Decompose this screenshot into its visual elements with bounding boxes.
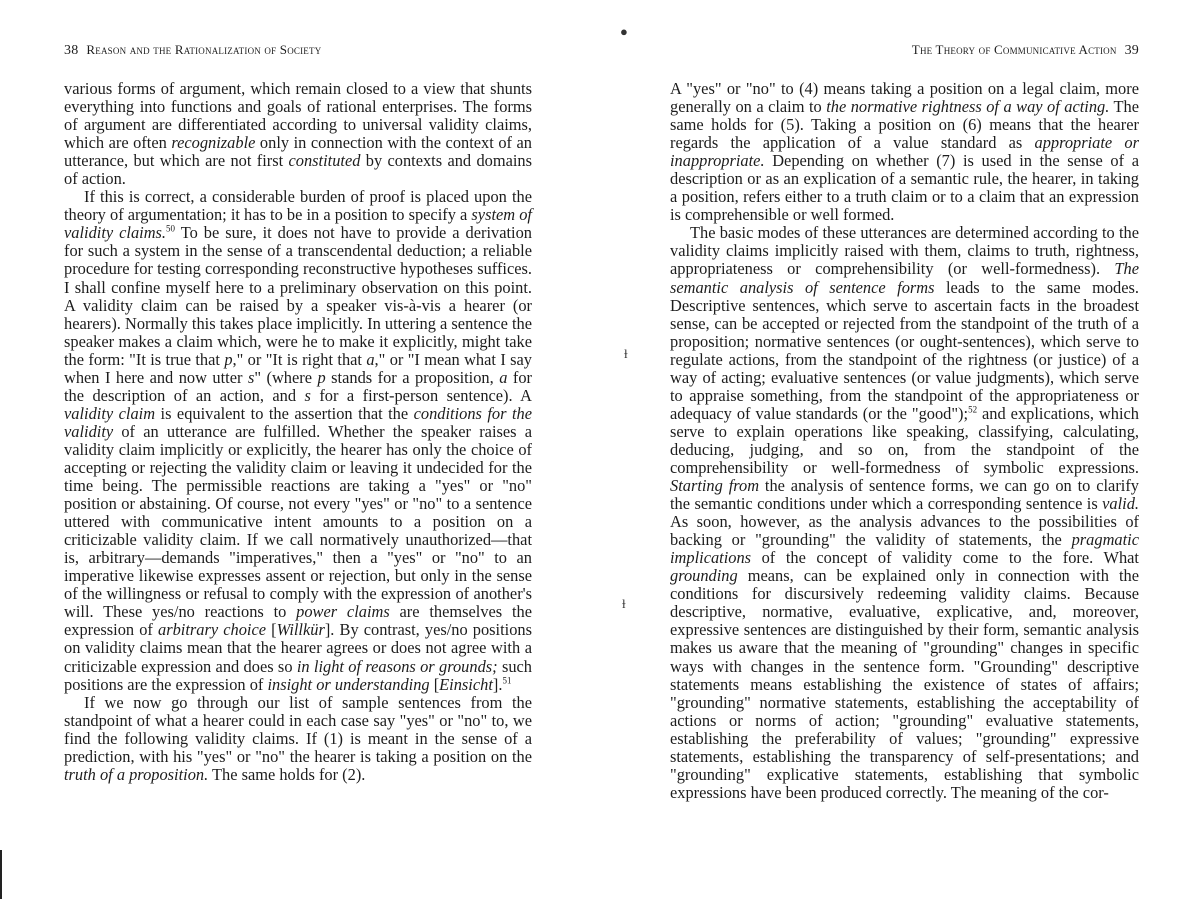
- text-run: are themselves the expression of: [64, 602, 532, 640]
- italic-run: Willkür: [276, 620, 325, 640]
- gutter-mark-lower: ɫ: [622, 596, 626, 611]
- text-run: [: [266, 620, 277, 640]
- italic-run: valid.: [1102, 494, 1139, 514]
- text-run: The same holds for (2).: [208, 764, 366, 784]
- right-page-body: [670, 80, 1139, 802]
- paragraph: [670, 224, 1139, 802]
- left-running-head: Reason and the Rationalization of Society: [86, 42, 322, 57]
- text-run: for the description of an action, and: [64, 367, 532, 405]
- right-running-header: [670, 42, 1139, 59]
- left-page-number: 38: [64, 43, 79, 58]
- italic-run: recognizable: [171, 133, 256, 153]
- italic-run: arbitrary choice: [158, 620, 266, 640]
- paragraph: [670, 80, 1139, 224]
- text-run: ]. By contrast, yes/no positions on validity claims mean that the hearer agrees or does not agree with a criticizable expression and does so: [64, 620, 532, 676]
- italic-run: pragmatic implications: [670, 530, 1139, 568]
- text-run: The basic modes of these utterances are determined according to the validity claims implicitly raised with them, claims to truth, rightness, appropriateness or comprehensibility (or well-formedness).: [670, 223, 1139, 279]
- text-run: " (where: [254, 367, 318, 387]
- text-run: the analysis of sentence forms, we can go on to clarify the semantic conditions under which a corresponding sentence is: [670, 476, 1139, 514]
- text-run: As soon, however, as the analysis advances to the possibilities of backing or "grounding" the validity of statements, the: [670, 512, 1139, 550]
- italic-run: insight or understanding: [267, 674, 430, 694]
- left-page: [64, 0, 532, 899]
- text-run: only in connection with the context of an utterance, but which are not first: [64, 133, 532, 171]
- italic-run: constituted: [288, 151, 361, 171]
- footnote-ref: 51: [502, 675, 512, 686]
- italic-run: validity claim: [64, 403, 156, 423]
- italic-run: p: [224, 349, 233, 369]
- italic-run: a: [499, 367, 508, 387]
- gutter-mark-middle: ɫ: [624, 346, 628, 361]
- text-run: If we now go through our list of sample sentences from the standpoint of what a hearer could in each case say "yes" or "no" to, we find the following validity claims. If (1) is meant in the sense of a prediction, with his "yes" or "no" the hearer is taking a position on the: [64, 692, 532, 766]
- paragraph: [64, 80, 532, 188]
- right-running-head: The Theory of Communicative Action: [911, 42, 1117, 57]
- text-run: If this is correct, a considerable burden of proof is placed upon the theory of argumentation; it has to be in a position to specify a: [64, 187, 532, 225]
- text-run: leads to the same modes. Descriptive sentences, which serve to ascertain facts in the broadest sense, can be accepted or rejected from the standpoint of the truth of a proposition; normative sentences (or ought-sentences), which serve to regulate actions, from the standpoint of the rightness (or justice) of a way of acting; evaluative sentences (or value judgments), which serve to appraise something, from the standpoint of the appropriateness or adequacy of value standards (or the "good");: [670, 277, 1139, 423]
- right-page-number: 39: [1124, 43, 1139, 58]
- italic-run: the normative rightness of a way of acting.: [826, 97, 1110, 117]
- italic-run: s: [304, 385, 311, 405]
- italic-run: power claims: [296, 602, 390, 622]
- italic-run: in light of reasons or grounds;: [296, 656, 498, 676]
- footnote-ref: 52: [968, 404, 978, 415]
- text-run: stands for a proposition,: [325, 367, 500, 387]
- italic-run: appropriate or inappropriate.: [670, 133, 1140, 171]
- paragraph: [64, 694, 532, 784]
- italic-run: a: [366, 349, 375, 369]
- italic-run: system of validity claims.: [64, 205, 532, 243]
- italic-run: s: [247, 367, 255, 387]
- text-run: by contexts and domains of action.: [64, 151, 532, 189]
- italic-run: p: [317, 367, 326, 387]
- text-run: ].: [492, 674, 503, 694]
- paragraph: [64, 188, 532, 693]
- text-run: To be sure, it does not have to provide a derivation for such a system in the sense of a transcendental deduction; a reliable procedure for testing corresponding reconstructive hypotheses suffices. I shall confine myself here to a preliminary observation on this point. A validity claim can be raised by a speaker vis-à-vis a hearer (or hearers). Normally this takes place implicitly. In uttering a sentence the speaker makes a claim which, were he to make it explicitly, might take the form: "It is true that: [64, 223, 532, 369]
- text-run: [: [429, 674, 440, 694]
- text-run: of the concept of validity come to the fore. What: [751, 548, 1139, 568]
- text-run: is equivalent to the assertion that the: [155, 403, 414, 423]
- gutter-mark-top: ●: [620, 24, 628, 39]
- italic-run: grounding: [670, 566, 738, 586]
- text-run: for a first-person sentence). A: [310, 385, 532, 405]
- text-run: ," or "I mean what I say when I here and now utter: [64, 349, 532, 387]
- italic-run: conditions for the validity: [64, 403, 533, 441]
- text-run: Depending on whether (7) is used in the sense of a description or as an explication of a semantic rule, the hearer, in taking a position, refers either to a truth claim or to a claim that an expression is comprehensible or well formed.: [670, 151, 1139, 225]
- text-run: various forms of argument, which remain closed to a view that shunts everything into functions and goals of rational enterprises. The forms of argument are differentiated according to universal validity claims, which are often: [64, 79, 532, 153]
- text-run: A "yes" or "no" to (4) means taking a position on a legal claim, more generally on a claim to: [670, 79, 1139, 117]
- italic-run: truth of a proposition.: [64, 764, 209, 784]
- left-running-header: [64, 42, 532, 59]
- text-run: such positions are the expression of: [64, 656, 532, 694]
- italic-run: The semantic analysis of sentence forms: [670, 259, 1139, 297]
- text-run: means, can be explained only in connection with the conditions for discursively redeeming validity claims. Because descriptive, normative, evaluative, explicative, and, moreover, expressive sentences are distinguished by their form, semantic analysis makes us aware that the meaning of "grounding" changes in specific ways with changes in the sentence form. "Grounding" descriptive statements means establishing the existence of states of affairs; "grounding" normative statements, establishing the acceptability of actions or norms of action; "grounding" evaluative statements, establishing the preferability of values; "grounding" expressive statements, establishing the transparency of self-presentations; and "grounding" explicative statements, establishing that symbolic expressions have been produced correctly. The meaning of the cor-: [670, 566, 1139, 802]
- footnote-ref: 50: [166, 223, 176, 234]
- right-page: [670, 0, 1139, 899]
- italic-run: Einsicht: [439, 674, 493, 694]
- text-run: of an utterance are fulfilled. Whether the speaker raises a validity claim implicitly or explicitly, the hearer has only the choice of accepting or rejecting the validity claim or leaving it undecided for the time being. The permissible reactions are taking a "yes" or "no" position or abstaining. Of course, not every "yes" or "no" to a sentence uttered with communicative intent amounts to a position on a criticizable validity claim. If we call normatively unauthorized—that is, arbitrary—demands "imperatives," then a "yes" or "no" to an imperative likewise expresses assent or rejection, but only in the sense of the willingness or refusal to comply with the expression of another's will. These yes/no reactions to: [64, 421, 532, 622]
- left-page-body: [64, 80, 532, 784]
- text-run: The same holds for (5). Taking a position on (6) means that the hearer regards the application of a value standard as: [670, 97, 1139, 153]
- text-run: and explications, which serve to explain operations like speaking, classifying, calculating, deducing, judging, and so on, from the standpoint of the comprehensibility or well-formedness of symbolic expressions.: [670, 403, 1139, 477]
- scan-edge-line: [0, 850, 2, 899]
- italic-run: Starting from: [670, 476, 760, 496]
- text-run: ," or "It is right that: [232, 349, 367, 369]
